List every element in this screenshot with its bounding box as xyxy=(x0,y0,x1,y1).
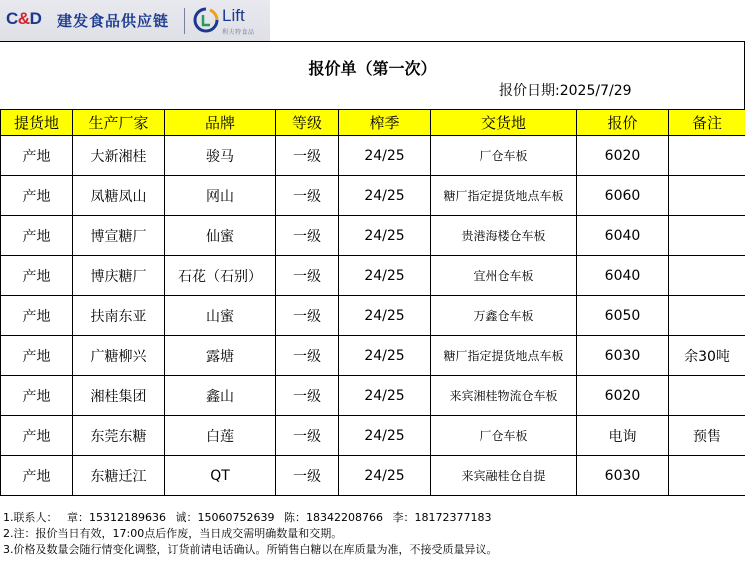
table-cell xyxy=(669,256,745,296)
table-row xyxy=(1,336,745,376)
table-cell: 24/25 xyxy=(339,456,431,496)
table-cell: 产地 xyxy=(1,296,73,336)
table-cell xyxy=(669,376,745,416)
table-row xyxy=(1,256,745,296)
table-cell: 大新湘桂 xyxy=(73,136,165,176)
table-row xyxy=(1,296,745,336)
table-row xyxy=(1,176,745,216)
note-pricing: 3.价格及数量会随行情变化调整，订货前请电话确认。所销售白糖以在库质量为准，不接受质量异议。 xyxy=(3,543,498,556)
column-header: 报价 xyxy=(577,110,669,136)
column-header: 备注 xyxy=(669,110,745,136)
table-cell: 广糖柳兴 xyxy=(73,336,165,376)
table-cell: 产地 xyxy=(1,136,73,176)
table-cell: 产地 xyxy=(1,416,73,456)
table-cell: 产地 xyxy=(1,176,73,216)
notes-section xyxy=(3,510,498,558)
logo-area xyxy=(0,0,270,42)
table-cell xyxy=(669,296,745,336)
table-cell: 电询 xyxy=(577,416,669,456)
table-cell: 博宣糖厂 xyxy=(73,216,165,256)
table-cell: 6030 xyxy=(577,456,669,496)
table-cell: 预售 xyxy=(669,416,745,456)
table-cell: 一级 xyxy=(276,296,339,336)
table-cell: 石花（石别） xyxy=(165,256,276,296)
table-cell: 东莞东糖 xyxy=(73,416,165,456)
table-cell: 一级 xyxy=(276,176,339,216)
lift-wordmark: Lift xyxy=(222,6,245,25)
table-cell: 一级 xyxy=(276,256,339,296)
table-cell: 仙蜜 xyxy=(165,216,276,256)
contact-entry: 陈：18342208766 xyxy=(283,511,383,524)
contact-entry: 李：18172377183 xyxy=(392,511,492,524)
contacts-label: 1.联系人： xyxy=(3,511,58,524)
contact-entry: 章：15312189636 xyxy=(67,511,166,524)
table-cell: 6060 xyxy=(577,176,669,216)
table-cell: 余30吨 xyxy=(669,336,745,376)
table-cell: 24/25 xyxy=(339,176,431,216)
lift-subtitle: 利夫特食品 xyxy=(222,29,255,36)
table-cell: 6030 xyxy=(577,336,669,376)
table-cell: 产地 xyxy=(1,256,73,296)
table-cell: 一级 xyxy=(276,216,339,256)
column-header: 提货地 xyxy=(1,110,73,136)
table-header-row xyxy=(1,110,745,136)
table-cell: 贵港海楼仓车板 xyxy=(431,216,577,256)
table-cell: 骏马 xyxy=(165,136,276,176)
lift-logo-icon xyxy=(192,6,220,34)
column-header: 榨季 xyxy=(339,110,431,136)
table-cell xyxy=(669,176,745,216)
table-cell: 厂仓车板 xyxy=(431,416,577,456)
quote-date-label: 报价日期: xyxy=(499,83,560,99)
table-cell: 一级 xyxy=(276,416,339,456)
table-cell: 白莲 xyxy=(165,416,276,456)
company-name: 建发食品供应链 xyxy=(57,12,170,30)
table-cell: 万鑫仓车板 xyxy=(431,296,577,336)
table-cell: 6020 xyxy=(577,376,669,416)
column-header: 等级 xyxy=(276,110,339,136)
column-header: 生产厂家 xyxy=(73,110,165,136)
page-title: 报价单（第一次） xyxy=(308,59,437,78)
table-cell: 产地 xyxy=(1,456,73,496)
table-cell: 糖厂指定提货地点车板 xyxy=(431,336,577,376)
table-cell: 6040 xyxy=(577,216,669,256)
table-cell: 一级 xyxy=(276,376,339,416)
table-row xyxy=(1,136,745,176)
table-cell: 24/25 xyxy=(339,336,431,376)
table-row xyxy=(1,416,745,456)
column-header: 品牌 xyxy=(165,110,276,136)
table-cell: 湘桂集团 xyxy=(73,376,165,416)
table-cell: 山蜜 xyxy=(165,296,276,336)
table-cell: 凤糖凤山 xyxy=(73,176,165,216)
cd-logo: C&D xyxy=(6,9,42,28)
table-cell xyxy=(669,216,745,256)
logo-divider xyxy=(184,8,185,34)
table-cell: 网山 xyxy=(165,176,276,216)
table-cell: 宜州仓车板 xyxy=(431,256,577,296)
table-cell: 产地 xyxy=(1,376,73,416)
table-cell: 来宾湘桂物流仓车板 xyxy=(431,376,577,416)
table-cell: 24/25 xyxy=(339,136,431,176)
quote-date xyxy=(499,80,632,100)
table-cell: 产地 xyxy=(1,336,73,376)
table-cell: 东糖迁江 xyxy=(73,456,165,496)
table-cell xyxy=(669,456,745,496)
table-cell: 产地 xyxy=(1,216,73,256)
table-cell xyxy=(669,136,745,176)
column-header: 交货地 xyxy=(431,110,577,136)
table-cell: 6050 xyxy=(577,296,669,336)
table-row xyxy=(1,216,745,256)
table-cell: 一级 xyxy=(276,456,339,496)
frame-top-border xyxy=(0,41,745,42)
table-row xyxy=(1,376,745,416)
table-cell: 24/25 xyxy=(339,256,431,296)
table-row xyxy=(1,456,745,496)
table-cell: 24/25 xyxy=(339,376,431,416)
note-validity: 2.注：报价当日有效，17:00点后作废，当日成交需明确数量和交期。 xyxy=(3,527,343,540)
table-cell: 24/25 xyxy=(339,216,431,256)
table-cell: 来宾融桂仓自提 xyxy=(431,456,577,496)
table-cell: 24/25 xyxy=(339,296,431,336)
table-cell: 糖厂指定提货地点车板 xyxy=(431,176,577,216)
header-band xyxy=(0,0,745,42)
table-cell: 6040 xyxy=(577,256,669,296)
table-cell: 扶南东亚 xyxy=(73,296,165,336)
table-cell: QT xyxy=(165,456,276,496)
table-cell: 博庆糖厂 xyxy=(73,256,165,296)
table-cell: 鑫山 xyxy=(165,376,276,416)
table-cell: 24/25 xyxy=(339,416,431,456)
table-cell: 一级 xyxy=(276,136,339,176)
contacts-line xyxy=(3,510,498,526)
table-cell: 厂仓车板 xyxy=(431,136,577,176)
quote-date-value: 2025/7/29 xyxy=(559,83,632,99)
table-cell: 一级 xyxy=(276,336,339,376)
table-cell: 6020 xyxy=(577,136,669,176)
contact-entry: 诚：15060752639 xyxy=(175,511,275,524)
table-cell: 露塘 xyxy=(165,336,276,376)
quote-table xyxy=(0,109,745,496)
